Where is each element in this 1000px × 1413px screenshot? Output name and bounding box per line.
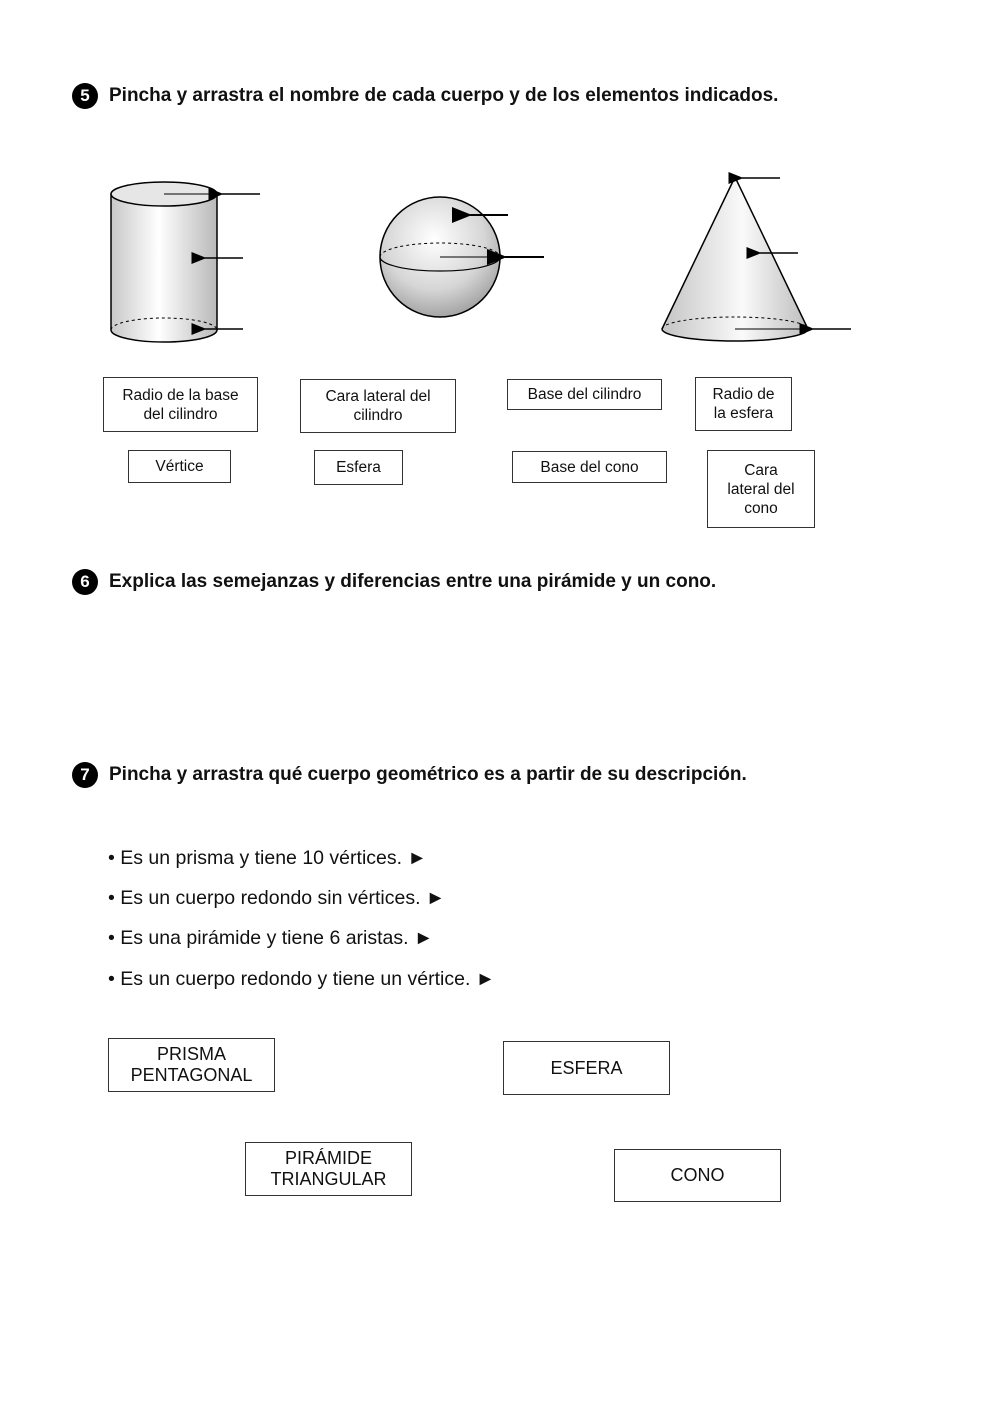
label-base-cilindro[interactable] xyxy=(507,379,662,410)
label-base-cono[interactable] xyxy=(512,451,667,483)
label-cara-lateral-cono[interactable] xyxy=(707,450,815,528)
label-line: del cilindro xyxy=(143,405,218,423)
question-7-number: 7 xyxy=(72,762,98,788)
label-line: cilindro xyxy=(353,407,403,424)
label-line: Cara xyxy=(744,461,778,479)
question-6-title xyxy=(72,569,716,595)
option-line: PENTAGONAL xyxy=(130,1065,253,1085)
question-6-number: 6 xyxy=(72,569,98,595)
option-line: PIRÁMIDE xyxy=(284,1148,372,1168)
option-esfera[interactable] xyxy=(503,1041,670,1095)
option-line: TRIANGULAR xyxy=(270,1169,387,1189)
label-line: cono xyxy=(744,499,778,517)
label-radio-esfera[interactable] xyxy=(695,377,792,431)
label-line: Base del cilindro xyxy=(527,386,642,403)
label-vertice[interactable] xyxy=(128,450,231,483)
label-line: la esfera xyxy=(713,405,774,422)
option-line: PRISMA xyxy=(156,1044,226,1064)
description-item: • Es un prisma y tiene 10 vértices. ► xyxy=(108,847,427,869)
description-item: • Es un cuerpo redondo y tiene un vértice. ► xyxy=(108,968,496,990)
label-line: Cara lateral del xyxy=(325,388,431,405)
option-line: CONO xyxy=(670,1165,725,1185)
option-piramide-triangular[interactable] xyxy=(245,1142,412,1196)
cone-shape xyxy=(662,177,808,341)
label-line: Radio de la base xyxy=(122,386,239,404)
label-line: Base del cono xyxy=(540,458,639,476)
label-esfera[interactable] xyxy=(314,450,403,485)
cylinder-shape xyxy=(111,182,217,342)
label-radio-base-cilindro[interactable] xyxy=(103,377,258,432)
question-5-text: Pincha y arrastra el nombre de cada cuerpo y de los elementos indicados. xyxy=(109,85,779,106)
geometric-figures xyxy=(0,0,1000,360)
question-6-text: Explica las semejanzas y diferencias entre una pirámide y un cono. xyxy=(109,571,717,592)
label-line: Esfera xyxy=(336,459,381,476)
description-item: • Es un cuerpo redondo sin vértices. ► xyxy=(108,887,446,909)
question-7-title xyxy=(72,762,747,788)
label-line: Radio de xyxy=(712,386,775,403)
option-prisma-pentagonal[interactable] xyxy=(108,1038,275,1092)
option-line: ESFERA xyxy=(550,1057,623,1078)
question-5-number: 5 xyxy=(72,83,98,109)
label-cara-lateral-cilindro[interactable] xyxy=(300,379,456,433)
description-item: • Es una pirámide y tiene 6 aristas. ► xyxy=(108,927,434,949)
label-line: lateral del xyxy=(727,480,795,498)
question-7-text: Pincha y arrastra qué cuerpo geométrico es a partir de su descripción. xyxy=(109,764,747,785)
label-line: Vértice xyxy=(155,458,204,475)
option-cono[interactable] xyxy=(614,1149,781,1202)
